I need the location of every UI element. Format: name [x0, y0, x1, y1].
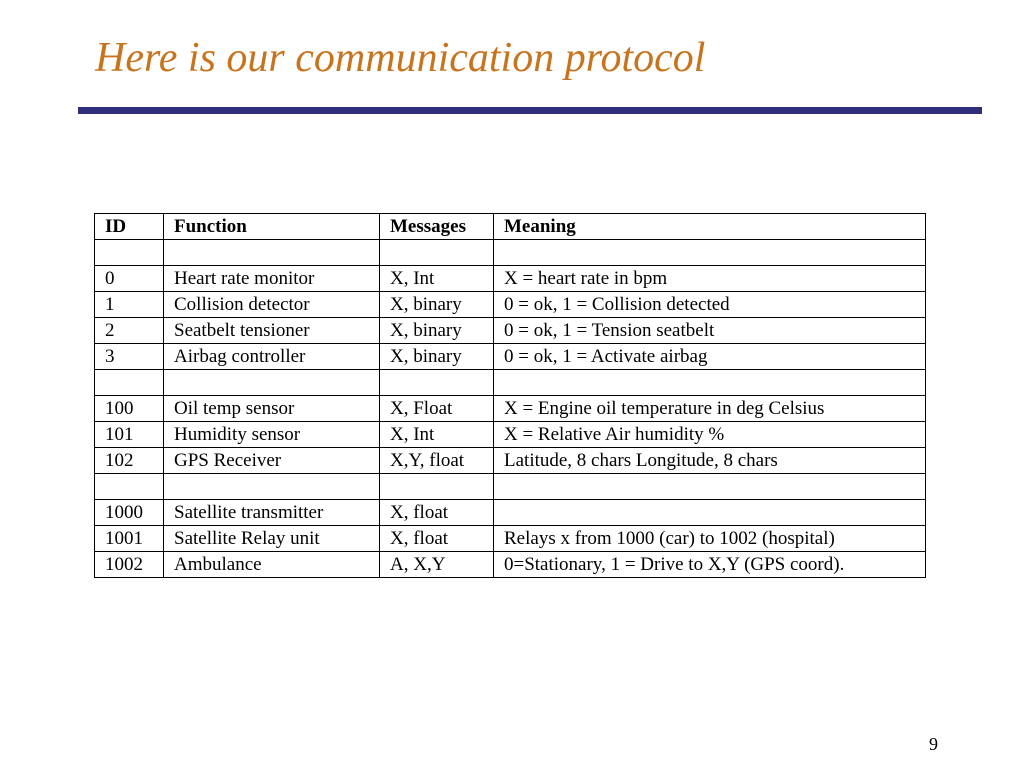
id-cell: 2 [95, 318, 164, 344]
id-cell: 101 [95, 422, 164, 448]
table-row [95, 344, 926, 370]
table-row [95, 474, 926, 500]
function-cell: Seatbelt tensioner [164, 318, 380, 344]
meaning-cell: X = Relative Air humidity % [494, 422, 926, 448]
meaning-cell [494, 370, 926, 396]
meaning-cell: X = Engine oil temperature in deg Celsius [494, 396, 926, 422]
meaning-cell: X = heart rate in bpm [494, 266, 926, 292]
id-cell: 1 [95, 292, 164, 318]
function-cell [164, 370, 380, 396]
function-cell: Ambulance [164, 552, 380, 578]
meaning-cell: 0 = ok, 1 = Collision detected [494, 292, 926, 318]
function-cell: Humidity sensor [164, 422, 380, 448]
messages-cell: X, Int [380, 422, 494, 448]
page-number: 9 [929, 734, 938, 754]
table-body [95, 240, 926, 578]
messages-cell: X, binary [380, 318, 494, 344]
meaning-cell: 0=Stationary, 1 = Drive to X,Y (GPS coord). [494, 552, 926, 578]
messages-cell: X, binary [380, 344, 494, 370]
meaning-cell [494, 500, 926, 526]
meaning-cell [494, 474, 926, 500]
table-row [95, 448, 926, 474]
meaning-cell: 0 = ok, 1 = Activate airbag [494, 344, 926, 370]
meaning-cell: Relays x from 1000 (car) to 1002 (hospital) [494, 526, 926, 552]
function-cell: Satellite Relay unit [164, 526, 380, 552]
table-header [95, 214, 926, 240]
meaning-cell: Latitude, 8 chars Longitude, 8 chars [494, 448, 926, 474]
messages-cell: X, Int [380, 266, 494, 292]
id-cell [95, 240, 164, 266]
id-cell: 1002 [95, 552, 164, 578]
messages-cell: A, X,Y [380, 552, 494, 578]
id-cell: 100 [95, 396, 164, 422]
id-cell: 0 [95, 266, 164, 292]
table-row [95, 292, 926, 318]
messages-cell: X, float [380, 500, 494, 526]
messages-cell [380, 474, 494, 500]
table-row [95, 422, 926, 448]
table-row [95, 370, 926, 396]
table-row [95, 500, 926, 526]
messages-cell: X, binary [380, 292, 494, 318]
table-row [95, 240, 926, 266]
table-row [95, 318, 926, 344]
id-cell: 1000 [95, 500, 164, 526]
messages-cell [380, 370, 494, 396]
id-cell [95, 370, 164, 396]
table-row [95, 396, 926, 422]
column-header-meaning: Meaning [494, 214, 926, 240]
function-cell: Airbag controller [164, 344, 380, 370]
function-cell [164, 240, 380, 266]
function-cell: Oil temp sensor [164, 396, 380, 422]
table-header-row [95, 214, 926, 240]
column-header-function: Function [164, 214, 380, 240]
messages-cell: X, float [380, 526, 494, 552]
meaning-cell: 0 = ok, 1 = Tension seatbelt [494, 318, 926, 344]
id-cell: 1001 [95, 526, 164, 552]
table-row [95, 266, 926, 292]
column-header-id: ID [95, 214, 164, 240]
column-header-messages: Messages [380, 214, 494, 240]
table-row [95, 526, 926, 552]
function-cell [164, 474, 380, 500]
messages-cell: X,Y, float [380, 448, 494, 474]
function-cell: Heart rate monitor [164, 266, 380, 292]
function-cell: Satellite transmitter [164, 500, 380, 526]
id-cell: 102 [95, 448, 164, 474]
id-cell [95, 474, 164, 500]
messages-cell [380, 240, 494, 266]
function-cell: Collision detector [164, 292, 380, 318]
messages-cell: X, Float [380, 396, 494, 422]
id-cell: 3 [95, 344, 164, 370]
protocol-table [94, 213, 926, 578]
table-row [95, 552, 926, 578]
title-divider [78, 107, 982, 114]
meaning-cell [494, 240, 926, 266]
function-cell: GPS Receiver [164, 448, 380, 474]
slide-title: Here is our communication protocol [95, 35, 706, 81]
